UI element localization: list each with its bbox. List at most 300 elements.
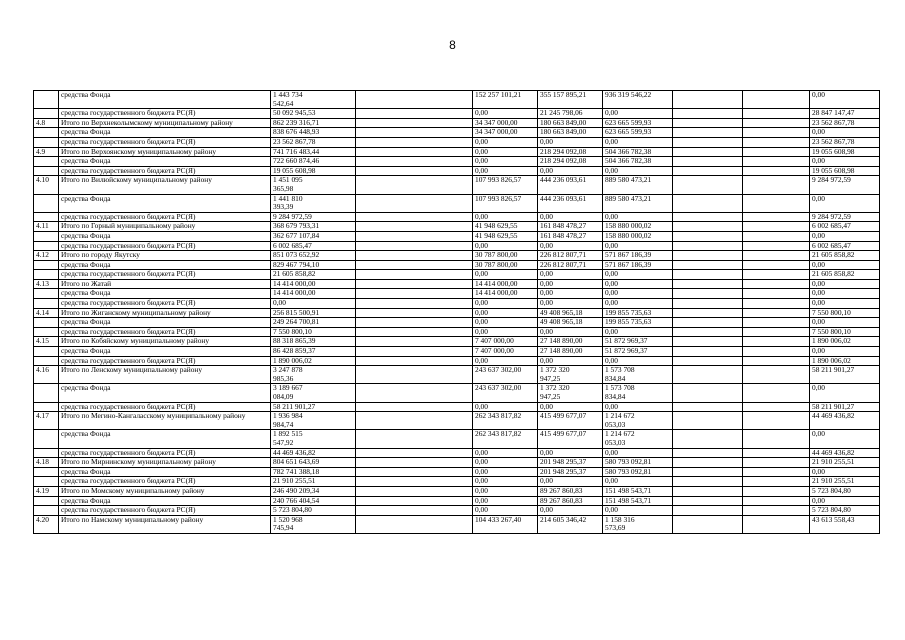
empty-cell bbox=[673, 270, 743, 280]
value-col-1: 0,00 bbox=[473, 467, 538, 477]
empty-cell bbox=[743, 194, 810, 212]
value-col-2: 0,00 bbox=[538, 241, 603, 251]
budget-value: 44 469 436,82 bbox=[810, 412, 880, 430]
value-col-1: 0,00 bbox=[473, 402, 538, 412]
row-number bbox=[34, 318, 59, 328]
row-label: средства государственного бюджета РС(Я) bbox=[59, 506, 271, 516]
empty-cell bbox=[743, 347, 810, 357]
budget-value: 58 211 901,27 bbox=[810, 366, 880, 384]
row-label: средства Фонда bbox=[59, 91, 271, 109]
table-row bbox=[34, 486, 880, 496]
empty-cell bbox=[743, 506, 810, 516]
value-col-1: 7 407 000,00 bbox=[473, 337, 538, 347]
empty-cell bbox=[743, 279, 810, 289]
budget-value: 6 002 685,47 bbox=[810, 222, 880, 232]
row-label: средства государственного бюджета РС(Я) bbox=[59, 241, 271, 251]
empty-cell bbox=[356, 251, 473, 261]
empty-cell bbox=[356, 241, 473, 251]
total-value: 256 815 500,91 bbox=[271, 308, 356, 318]
value-col-1: 0,00 bbox=[473, 270, 538, 280]
row-label: Итого по Ленскому муниципальному району bbox=[59, 366, 271, 384]
row-number bbox=[34, 506, 59, 516]
empty-cell bbox=[743, 260, 810, 270]
empty-cell bbox=[356, 366, 473, 384]
value-col-2: 0,00 bbox=[538, 299, 603, 309]
value-col-3: 571 867 186,39 bbox=[603, 251, 673, 261]
value-col-1: 41 948 629,55 bbox=[473, 231, 538, 241]
value-col-2: 89 267 860,83 bbox=[538, 496, 603, 506]
row-label: средства Фонда bbox=[59, 430, 271, 448]
empty-cell bbox=[673, 147, 743, 157]
row-number bbox=[34, 109, 59, 119]
value-col-1: 0,00 bbox=[473, 318, 538, 328]
row-label: средства Фонда bbox=[59, 318, 271, 328]
value-col-3: 51 872 969,37 bbox=[603, 337, 673, 347]
budget-value: 44 469 436,82 bbox=[810, 448, 880, 458]
empty-cell bbox=[673, 260, 743, 270]
empty-cell bbox=[356, 327, 473, 337]
empty-cell bbox=[743, 448, 810, 458]
empty-cell bbox=[743, 496, 810, 506]
row-number bbox=[34, 448, 59, 458]
empty-cell bbox=[743, 212, 810, 222]
total-value: 838 676 448,93 bbox=[271, 128, 356, 138]
total-value: 1 520 968 745,94 bbox=[271, 515, 356, 533]
empty-cell bbox=[673, 515, 743, 533]
empty-cell bbox=[356, 91, 473, 109]
empty-cell bbox=[673, 496, 743, 506]
value-col-1: 14 414 000,00 bbox=[473, 279, 538, 289]
budget-value: 21 910 255,51 bbox=[810, 458, 880, 468]
row-number bbox=[34, 402, 59, 412]
value-col-1: 0,00 bbox=[473, 477, 538, 487]
row-label: Итого по Жиганскому муниципальному району bbox=[59, 308, 271, 318]
row-label: Итого по городу Якутску bbox=[59, 251, 271, 261]
value-col-3: 0,00 bbox=[603, 477, 673, 487]
empty-cell bbox=[743, 91, 810, 109]
total-value: 44 469 436,82 bbox=[271, 448, 356, 458]
table-row bbox=[34, 318, 880, 328]
value-col-3: 0,00 bbox=[603, 166, 673, 176]
budget-value: 6 002 685,47 bbox=[810, 241, 880, 251]
empty-cell bbox=[673, 384, 743, 402]
empty-cell bbox=[743, 270, 810, 280]
value-col-2: 415 499 677,07 bbox=[538, 412, 603, 430]
empty-cell bbox=[356, 299, 473, 309]
value-col-2: 201 948 295,37 bbox=[538, 467, 603, 477]
value-col-2: 214 605 346,42 bbox=[538, 515, 603, 533]
value-col-1: 0,00 bbox=[473, 506, 538, 516]
budget-value: 0,00 bbox=[810, 91, 880, 109]
total-value: 21 910 255,51 bbox=[271, 477, 356, 487]
total-value: 829 467 794,10 bbox=[271, 260, 356, 270]
page-number: 8 bbox=[449, 38, 456, 52]
total-value: 1 936 984 984,74 bbox=[271, 412, 356, 430]
value-col-3: 0,00 bbox=[603, 356, 673, 366]
row-number bbox=[34, 231, 59, 241]
value-col-2: 0,00 bbox=[538, 506, 603, 516]
table-row bbox=[34, 157, 880, 167]
total-value: 86 428 859,37 bbox=[271, 347, 356, 357]
value-col-1: 243 637 302,00 bbox=[473, 366, 538, 384]
empty-cell bbox=[673, 430, 743, 448]
empty-cell bbox=[673, 506, 743, 516]
budget-value: 0,00 bbox=[810, 231, 880, 241]
budget-value: 21 605 858,82 bbox=[810, 251, 880, 261]
total-value: 722 660 874,46 bbox=[271, 157, 356, 167]
row-label: средства государственного бюджета РС(Я) bbox=[59, 477, 271, 487]
empty-cell bbox=[356, 270, 473, 280]
empty-cell bbox=[743, 176, 810, 194]
value-col-3: 0,00 bbox=[603, 270, 673, 280]
value-col-2: 0,00 bbox=[538, 270, 603, 280]
value-col-1: 152 257 101,21 bbox=[473, 91, 538, 109]
empty-cell bbox=[356, 430, 473, 448]
row-number bbox=[34, 260, 59, 270]
row-number: 4.14 bbox=[34, 308, 59, 318]
total-value: 7 550 800,10 bbox=[271, 327, 356, 337]
empty-cell bbox=[356, 477, 473, 487]
empty-cell bbox=[356, 402, 473, 412]
empty-cell bbox=[743, 118, 810, 128]
empty-cell bbox=[356, 231, 473, 241]
value-col-3: 151 498 543,71 bbox=[603, 486, 673, 496]
value-col-1: 30 787 800,00 bbox=[473, 251, 538, 261]
budget-value: 0,00 bbox=[810, 347, 880, 357]
empty-cell bbox=[673, 128, 743, 138]
row-label: Итого по Мегино-Кангаласскому муниципальному району bbox=[59, 412, 271, 430]
value-col-3: 0,00 bbox=[603, 137, 673, 147]
budget-value: 0,00 bbox=[810, 430, 880, 448]
budget-value: 0,00 bbox=[810, 318, 880, 328]
row-label: средства Фонда bbox=[59, 231, 271, 241]
table-row bbox=[34, 430, 880, 448]
funding-table bbox=[33, 90, 880, 534]
table-row bbox=[34, 515, 880, 533]
value-col-1: 262 343 817,82 bbox=[473, 412, 538, 430]
value-col-3: 0,00 bbox=[603, 279, 673, 289]
table-row bbox=[34, 448, 880, 458]
row-label: средства Фонда bbox=[59, 384, 271, 402]
budget-value: 0,00 bbox=[810, 128, 880, 138]
value-col-2: 444 236 093,61 bbox=[538, 194, 603, 212]
budget-value: 0,00 bbox=[810, 157, 880, 167]
table-row bbox=[34, 467, 880, 477]
value-col-2: 180 663 849,00 bbox=[538, 118, 603, 128]
value-col-2: 89 267 860,83 bbox=[538, 486, 603, 496]
budget-value: 1 890 006,02 bbox=[810, 337, 880, 347]
row-label: средства Фонда bbox=[59, 194, 271, 212]
value-col-1: 0,00 bbox=[473, 458, 538, 468]
row-label: средства государственного бюджета РС(Я) bbox=[59, 212, 271, 222]
empty-cell bbox=[743, 299, 810, 309]
value-col-1: 104 433 267,40 bbox=[473, 515, 538, 533]
empty-cell bbox=[673, 486, 743, 496]
total-value: 1 443 734 542,64 bbox=[271, 91, 356, 109]
value-col-3: 1 214 672 053,03 bbox=[603, 430, 673, 448]
empty-cell bbox=[356, 347, 473, 357]
value-col-3: 0,00 bbox=[603, 212, 673, 222]
budget-value: 23 562 867,78 bbox=[810, 118, 880, 128]
empty-cell bbox=[356, 289, 473, 299]
budget-value: 9 284 972,59 bbox=[810, 176, 880, 194]
value-col-2: 0,00 bbox=[538, 137, 603, 147]
table-body bbox=[34, 91, 880, 534]
value-col-2: 180 663 849,00 bbox=[538, 128, 603, 138]
empty-cell bbox=[673, 458, 743, 468]
empty-cell bbox=[673, 477, 743, 487]
value-col-1: 0,00 bbox=[473, 147, 538, 157]
empty-cell bbox=[743, 402, 810, 412]
empty-cell bbox=[743, 458, 810, 468]
empty-cell bbox=[356, 128, 473, 138]
budget-value: 58 211 901,27 bbox=[810, 402, 880, 412]
value-col-2: 201 948 295,37 bbox=[538, 458, 603, 468]
value-col-2: 49 408 965,18 bbox=[538, 318, 603, 328]
value-col-3: 0,00 bbox=[603, 299, 673, 309]
value-col-1: 0,00 bbox=[473, 486, 538, 496]
empty-cell bbox=[356, 118, 473, 128]
row-number bbox=[34, 289, 59, 299]
value-col-2: 0,00 bbox=[538, 448, 603, 458]
budget-value: 0,00 bbox=[810, 289, 880, 299]
value-col-3: 0,00 bbox=[603, 327, 673, 337]
value-col-2: 226 812 807,71 bbox=[538, 260, 603, 270]
row-number bbox=[34, 384, 59, 402]
value-col-2: 0,00 bbox=[538, 166, 603, 176]
value-col-3: 0,00 bbox=[603, 402, 673, 412]
total-value: 1 890 006,02 bbox=[271, 356, 356, 366]
total-value: 19 055 608,98 bbox=[271, 166, 356, 176]
value-col-1: 262 343 817,82 bbox=[473, 430, 538, 448]
row-number: 4.19 bbox=[34, 486, 59, 496]
empty-cell bbox=[743, 308, 810, 318]
empty-cell bbox=[673, 337, 743, 347]
table-row bbox=[34, 176, 880, 194]
table-row bbox=[34, 356, 880, 366]
value-col-2: 27 148 890,00 bbox=[538, 347, 603, 357]
value-col-2: 0,00 bbox=[538, 356, 603, 366]
total-value: 50 092 945,53 bbox=[271, 109, 356, 119]
value-col-2: 0,00 bbox=[538, 477, 603, 487]
value-col-1: 34 347 000,00 bbox=[473, 128, 538, 138]
value-col-3: 0,00 bbox=[603, 506, 673, 516]
row-number: 4.18 bbox=[34, 458, 59, 468]
row-number: 4.12 bbox=[34, 251, 59, 261]
empty-cell bbox=[673, 137, 743, 147]
table-row bbox=[34, 402, 880, 412]
empty-cell bbox=[673, 109, 743, 119]
total-value: 804 651 643,69 bbox=[271, 458, 356, 468]
total-value: 862 239 316,71 bbox=[271, 118, 356, 128]
empty-cell bbox=[743, 241, 810, 251]
budget-value: 19 055 608,98 bbox=[810, 166, 880, 176]
empty-cell bbox=[673, 118, 743, 128]
value-col-3: 0,00 bbox=[603, 289, 673, 299]
empty-cell bbox=[743, 430, 810, 448]
table-row bbox=[34, 251, 880, 261]
empty-cell bbox=[673, 467, 743, 477]
empty-cell bbox=[743, 128, 810, 138]
total-value: 9 284 972,59 bbox=[271, 212, 356, 222]
table-row bbox=[34, 458, 880, 468]
value-col-2: 1 372 320 947,25 bbox=[538, 366, 603, 384]
value-col-1: 41 948 629,55 bbox=[473, 222, 538, 232]
empty-cell bbox=[356, 166, 473, 176]
table-row bbox=[34, 279, 880, 289]
row-label: средства государственного бюджета РС(Я) bbox=[59, 299, 271, 309]
row-label: средства государственного бюджета РС(Я) bbox=[59, 327, 271, 337]
row-label: средства государственного бюджета РС(Я) bbox=[59, 356, 271, 366]
value-col-3: 1 573 708 834,84 bbox=[603, 366, 673, 384]
empty-cell bbox=[673, 241, 743, 251]
value-col-2: 444 236 093,61 bbox=[538, 176, 603, 194]
empty-cell bbox=[743, 231, 810, 241]
value-col-1: 0,00 bbox=[473, 299, 538, 309]
row-number bbox=[34, 347, 59, 357]
total-value: 3 189 667 084,09 bbox=[271, 384, 356, 402]
empty-cell bbox=[743, 412, 810, 430]
value-col-3: 199 855 735,63 bbox=[603, 318, 673, 328]
budget-value: 19 055 608,98 bbox=[810, 147, 880, 157]
budget-value: 0,00 bbox=[810, 260, 880, 270]
value-col-1: 14 414 000,00 bbox=[473, 289, 538, 299]
value-col-2: 0,00 bbox=[538, 279, 603, 289]
table-row bbox=[34, 194, 880, 212]
total-value: 14 414 000,00 bbox=[271, 289, 356, 299]
value-col-1: 0,00 bbox=[473, 308, 538, 318]
empty-cell bbox=[673, 402, 743, 412]
total-value: 3 247 878 985,36 bbox=[271, 366, 356, 384]
empty-cell bbox=[356, 308, 473, 318]
total-value: 782 741 388,18 bbox=[271, 467, 356, 477]
budget-value: 1 890 006,02 bbox=[810, 356, 880, 366]
value-col-3: 504 366 782,38 bbox=[603, 147, 673, 157]
table-row bbox=[34, 91, 880, 109]
value-col-3: 0,00 bbox=[603, 241, 673, 251]
value-col-2: 0,00 bbox=[538, 289, 603, 299]
total-value: 0,00 bbox=[271, 299, 356, 309]
row-label: Итого по Мирнинскому муниципальному району bbox=[59, 458, 271, 468]
empty-cell bbox=[673, 91, 743, 109]
value-col-2: 218 294 092,08 bbox=[538, 147, 603, 157]
table-row bbox=[34, 299, 880, 309]
value-col-1: 0,00 bbox=[473, 241, 538, 251]
budget-value: 23 562 867,78 bbox=[810, 137, 880, 147]
empty-cell bbox=[743, 166, 810, 176]
value-col-3: 0,00 bbox=[603, 109, 673, 119]
budget-value: 21 910 255,51 bbox=[810, 477, 880, 487]
total-value: 249 264 700,81 bbox=[271, 318, 356, 328]
value-col-1: 30 787 800,00 bbox=[473, 260, 538, 270]
row-number bbox=[34, 212, 59, 222]
empty-cell bbox=[743, 515, 810, 533]
total-value: 5 723 804,80 bbox=[271, 506, 356, 516]
empty-cell bbox=[673, 157, 743, 167]
empty-cell bbox=[673, 366, 743, 384]
row-number bbox=[34, 467, 59, 477]
row-label: Итого по Намскому муниципальному району bbox=[59, 515, 271, 533]
budget-value: 0,00 bbox=[810, 496, 880, 506]
value-col-3: 1 158 316 573,69 bbox=[603, 515, 673, 533]
empty-cell bbox=[673, 279, 743, 289]
value-col-3: 889 580 473,21 bbox=[603, 194, 673, 212]
table-row bbox=[34, 128, 880, 138]
table-row bbox=[34, 477, 880, 487]
row-label: средства Фонда bbox=[59, 496, 271, 506]
value-col-3: 580 793 092,81 bbox=[603, 467, 673, 477]
table-row bbox=[34, 260, 880, 270]
value-col-1: 0,00 bbox=[473, 109, 538, 119]
row-number bbox=[34, 157, 59, 167]
value-col-1: 0,00 bbox=[473, 166, 538, 176]
value-col-1: 0,00 bbox=[473, 356, 538, 366]
empty-cell bbox=[743, 477, 810, 487]
value-col-1: 34 347 000,00 bbox=[473, 118, 538, 128]
budget-value: 7 550 800,10 bbox=[810, 327, 880, 337]
value-col-2: 355 157 895,21 bbox=[538, 91, 603, 109]
row-number bbox=[34, 477, 59, 487]
row-number bbox=[34, 270, 59, 280]
value-col-3: 936 319 546,22 bbox=[603, 91, 673, 109]
value-col-3: 151 498 543,71 bbox=[603, 496, 673, 506]
table-row bbox=[34, 118, 880, 128]
total-value: 240 766 404,54 bbox=[271, 496, 356, 506]
empty-cell bbox=[743, 109, 810, 119]
empty-cell bbox=[673, 194, 743, 212]
value-col-2: 161 848 478,27 bbox=[538, 231, 603, 241]
row-label: средства государственного бюджета РС(Я) bbox=[59, 109, 271, 119]
value-col-1: 107 993 826,57 bbox=[473, 194, 538, 212]
value-col-3: 889 580 473,21 bbox=[603, 176, 673, 194]
empty-cell bbox=[356, 506, 473, 516]
row-label: Итого по Момскому муниципальному району bbox=[59, 486, 271, 496]
row-number bbox=[34, 299, 59, 309]
budget-value: 28 847 147,47 bbox=[810, 109, 880, 119]
empty-cell bbox=[743, 157, 810, 167]
table-row bbox=[34, 241, 880, 251]
empty-cell bbox=[356, 496, 473, 506]
empty-cell bbox=[356, 137, 473, 147]
row-number: 4.17 bbox=[34, 412, 59, 430]
empty-cell bbox=[743, 147, 810, 157]
total-value: 88 318 865,39 bbox=[271, 337, 356, 347]
table-row bbox=[34, 337, 880, 347]
empty-cell bbox=[356, 467, 473, 477]
value-col-3: 1 573 708 834,84 bbox=[603, 384, 673, 402]
table-row bbox=[34, 289, 880, 299]
table-row bbox=[34, 137, 880, 147]
value-col-2: 49 408 965,18 bbox=[538, 308, 603, 318]
table-row bbox=[34, 327, 880, 337]
value-col-1: 107 993 826,57 bbox=[473, 176, 538, 194]
empty-cell bbox=[673, 347, 743, 357]
table-row bbox=[34, 212, 880, 222]
table-row bbox=[34, 231, 880, 241]
budget-value: 7 550 800,10 bbox=[810, 308, 880, 318]
budget-value: 5 723 804,80 bbox=[810, 486, 880, 496]
row-label: Итого по Горный муниципальному району bbox=[59, 222, 271, 232]
total-value: 741 716 483,44 bbox=[271, 147, 356, 157]
total-value: 368 679 793,31 bbox=[271, 222, 356, 232]
empty-cell bbox=[743, 486, 810, 496]
budget-value: 0,00 bbox=[810, 384, 880, 402]
value-col-2: 415 499 677,07 bbox=[538, 430, 603, 448]
table-row bbox=[34, 147, 880, 157]
total-value: 58 211 901,27 bbox=[271, 402, 356, 412]
row-label: средства Фонда bbox=[59, 289, 271, 299]
table-row bbox=[34, 384, 880, 402]
